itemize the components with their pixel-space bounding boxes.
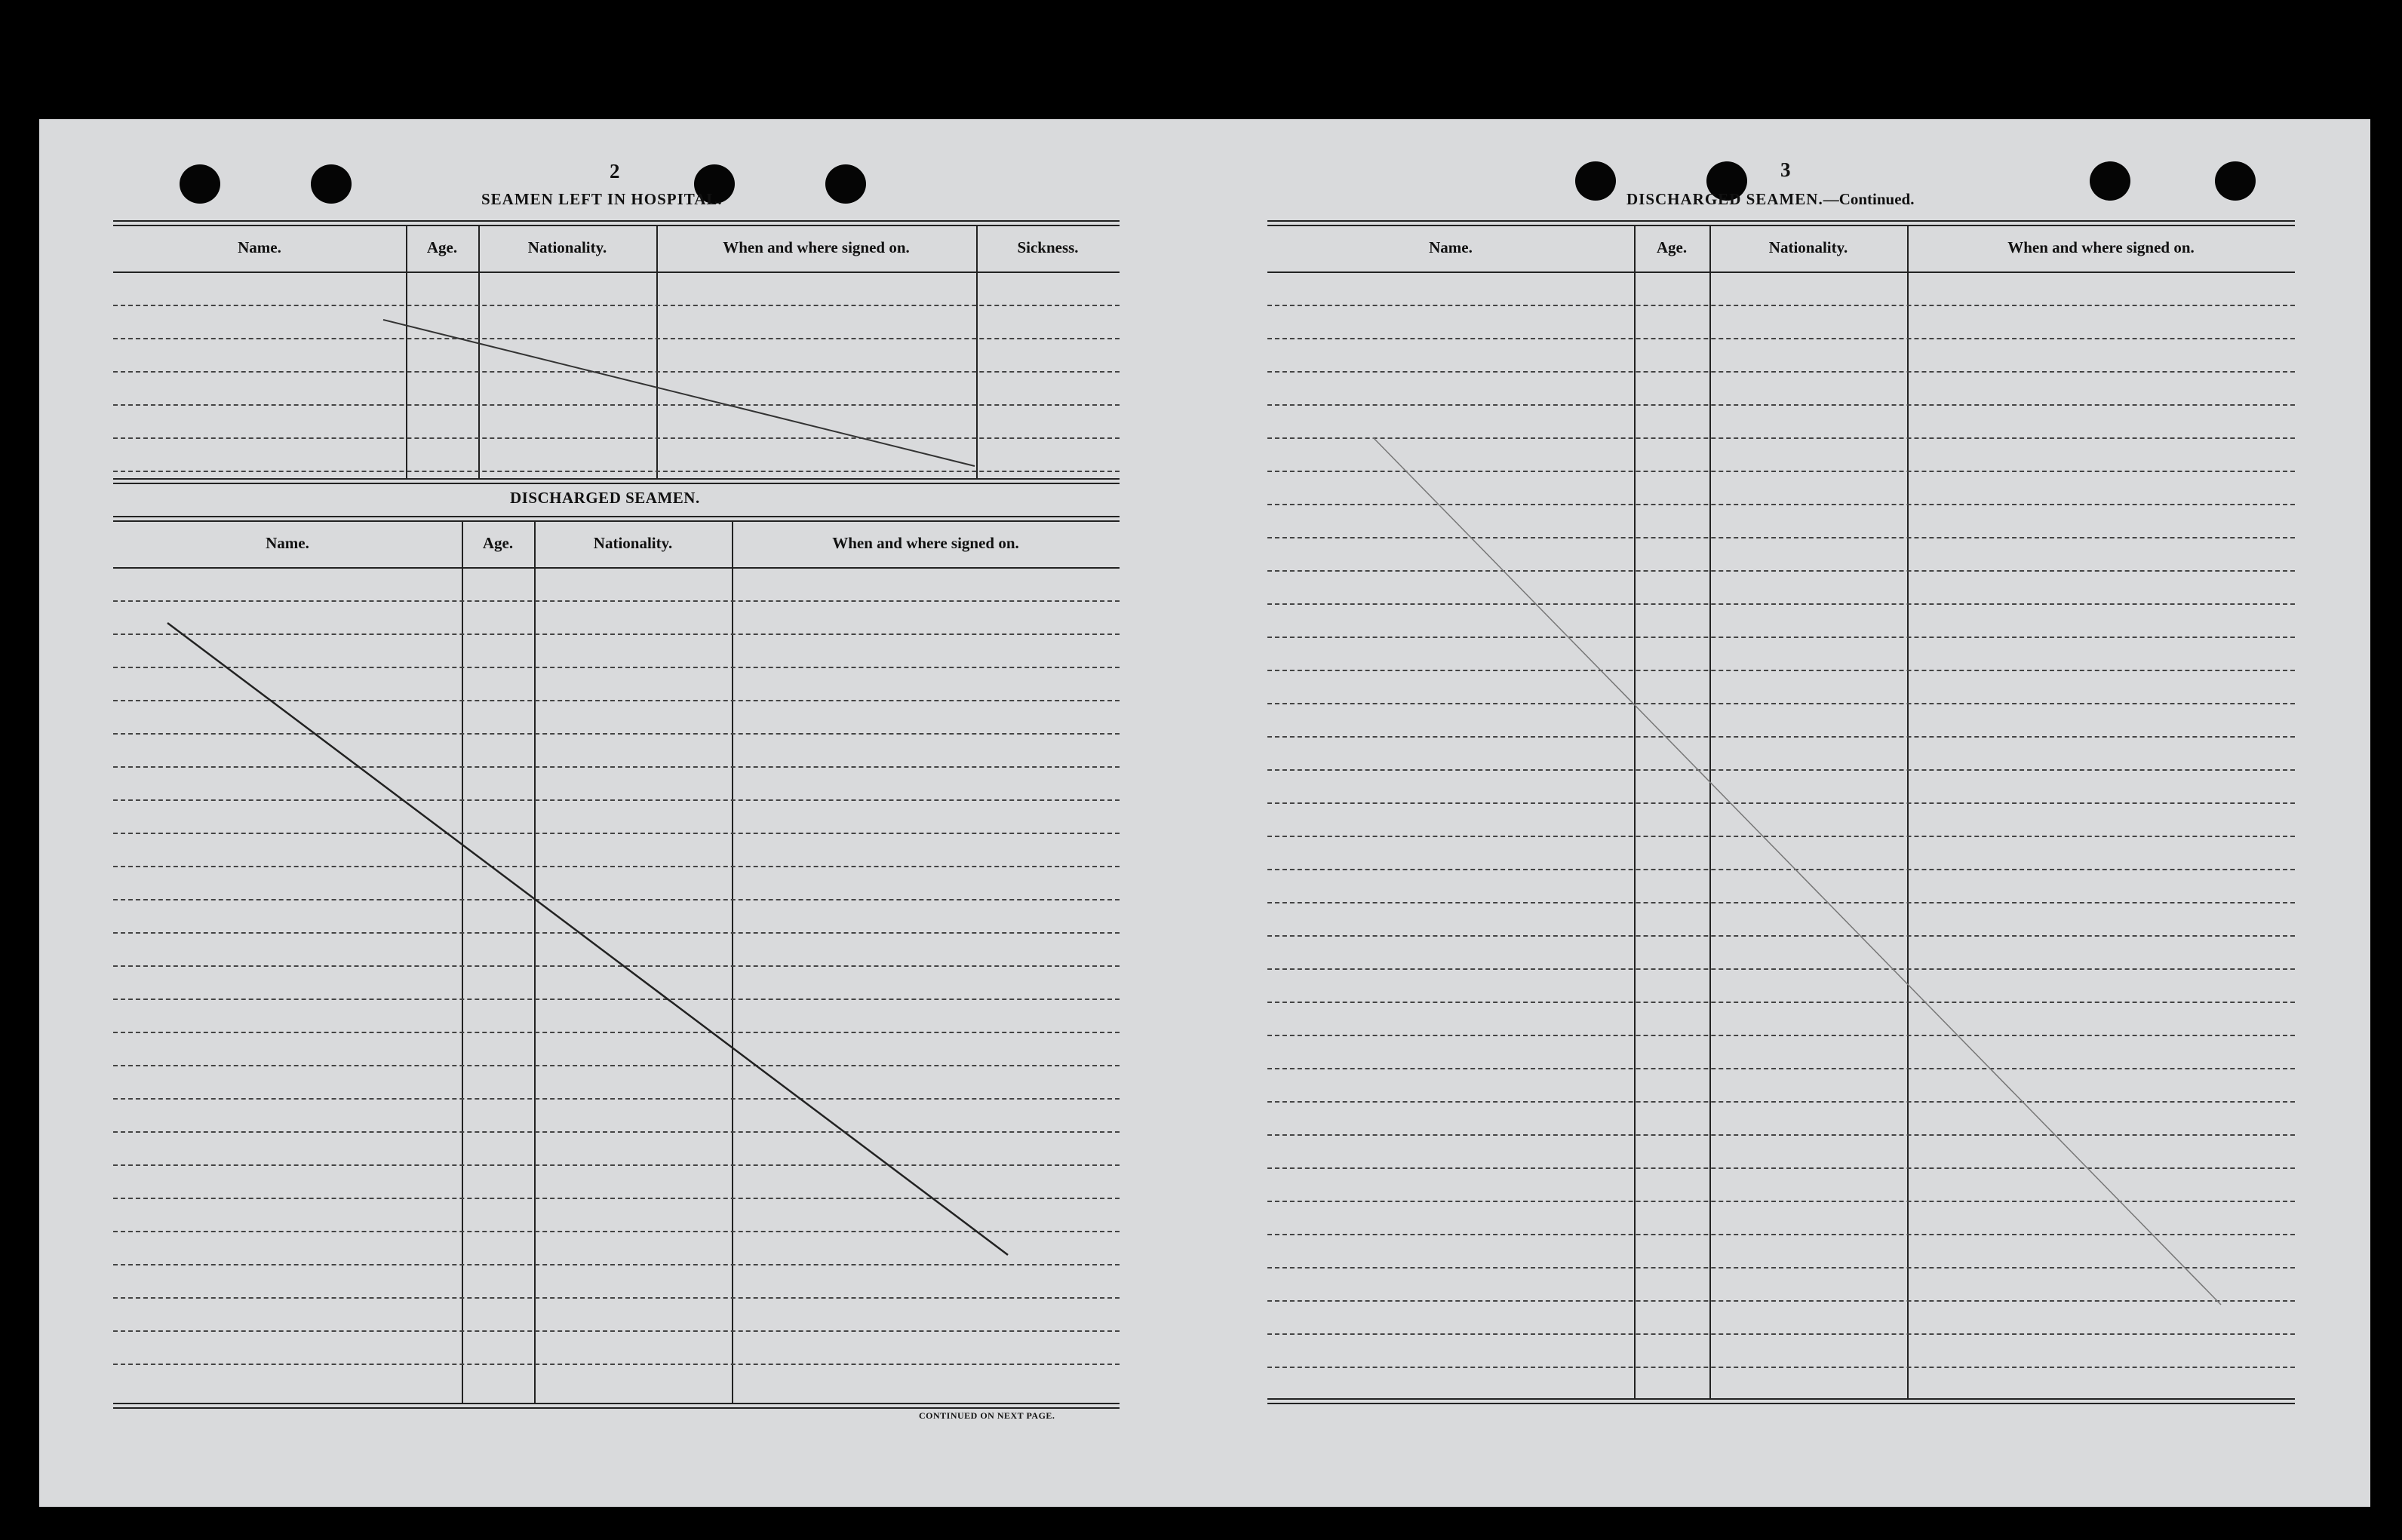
- form-sheet: [39, 119, 2370, 1507]
- hospital-table-bottom-rule: [113, 478, 1120, 480]
- table-row-line: [1267, 1035, 2295, 1036]
- right-col-divider: [1907, 225, 1909, 1398]
- hospital-section-title: SEAMEN LEFT IN HOSPITAL.: [481, 190, 723, 208]
- table-row-line: [1267, 935, 2295, 937]
- table-row-line: [113, 1032, 1120, 1033]
- table-row-line: [1267, 968, 2295, 970]
- discharged-col-name: Name.: [266, 534, 309, 552]
- discharged-table-bottom-rule: [113, 1403, 1120, 1404]
- right-col-signed-on: When and where signed on.: [2007, 238, 2195, 256]
- table-row-line: [1267, 338, 2295, 339]
- hospital-row-line: [113, 338, 1120, 339]
- hospital-col-divider: [656, 225, 658, 478]
- table-row-line: [1267, 537, 2295, 538]
- hospital-row-line: [113, 371, 1120, 373]
- table-row-line: [1267, 504, 2295, 505]
- punch-hole: [180, 164, 220, 204]
- table-row-line: [113, 600, 1120, 602]
- hospital-row-line: [113, 471, 1120, 472]
- discharged-table-bottom-rule: [113, 1407, 1120, 1409]
- table-row-line: [1267, 1101, 2295, 1103]
- punch-hole: [825, 164, 866, 204]
- table-row-line: [113, 799, 1120, 801]
- table-row-line: [1267, 471, 2295, 472]
- table-row-line: [113, 833, 1120, 834]
- discharged-col-divider: [732, 520, 733, 1403]
- table-row-line: [1267, 603, 2295, 605]
- hospital-row-line: [113, 305, 1120, 306]
- table-row-line: [1267, 1234, 2295, 1235]
- table-row-line: [113, 1198, 1120, 1199]
- right-col-name: Name.: [1429, 238, 1473, 256]
- right-section-title-suffix: —Continued.: [1823, 190, 1915, 208]
- right-table-top-rule: [1267, 225, 2295, 226]
- right-col-divider: [1634, 225, 1636, 1398]
- discharged-col-age: Age.: [482, 534, 514, 552]
- table-row-line: [1267, 1002, 2295, 1003]
- discharged-col-nationality: Nationality.: [593, 534, 673, 552]
- table-row-line: [1267, 869, 2295, 870]
- hospital-col-nationality: Nationality.: [527, 238, 607, 256]
- table-row-line: [113, 766, 1120, 768]
- table-row-line: [1267, 1068, 2295, 1069]
- table-row-line: [113, 965, 1120, 967]
- right-col-divider: [1709, 225, 1711, 1398]
- right-table-top-rule: [1267, 220, 2295, 222]
- hospital-col-age: Age.: [426, 238, 458, 256]
- table-row-line: [1267, 437, 2295, 439]
- hospital-table-top-rule: [113, 220, 1120, 222]
- right-col-nationality: Nationality.: [1768, 238, 1848, 256]
- table-row-line: [113, 1131, 1120, 1133]
- table-row-line: [1267, 305, 2295, 306]
- hospital-table-top-rule: [113, 225, 1120, 226]
- discharged-table-top-rule: [113, 520, 1120, 522]
- discharged-col-signed-on: When and where signed on.: [832, 534, 1019, 552]
- table-row-line: [1267, 670, 2295, 671]
- right-table-bottom-rule: [1267, 1403, 2295, 1404]
- table-row-line: [113, 667, 1120, 668]
- table-row-line: [113, 1297, 1120, 1299]
- page-number-right: 3: [1780, 158, 1791, 181]
- hospital-table-bottom-rule: [113, 483, 1120, 484]
- discharged-col-divider: [534, 520, 536, 1403]
- hospital-col-name: Name.: [238, 238, 281, 256]
- table-row-line: [113, 1164, 1120, 1166]
- hospital-col-sickness: Sickness.: [1017, 238, 1079, 256]
- hospital-row-line: [113, 437, 1120, 439]
- right-col-age: Age.: [1656, 238, 1688, 256]
- punch-hole: [2215, 161, 2256, 201]
- discharged-header-rule: [113, 567, 1120, 569]
- right-section-title: [1626, 190, 1914, 209]
- table-row-line: [113, 1098, 1120, 1100]
- table-row-line: [1267, 1367, 2295, 1368]
- table-row-line: [1267, 1333, 2295, 1335]
- table-row-line: [1267, 570, 2295, 572]
- table-row-line: [113, 733, 1120, 735]
- right-header-rule: [1267, 271, 2295, 273]
- table-row-line: [113, 899, 1120, 900]
- table-row-line: [113, 1364, 1120, 1365]
- table-row-line: [1267, 769, 2295, 771]
- table-row-line: [113, 633, 1120, 635]
- table-row-line: [1267, 703, 2295, 704]
- table-row-line: [113, 999, 1120, 1000]
- punch-hole: [311, 164, 352, 204]
- hospital-col-divider: [478, 225, 480, 478]
- right-table-bottom-rule: [1267, 1398, 2295, 1400]
- right-section-title-text: DISCHARGED SEAMEN.: [1626, 190, 1823, 208]
- table-row-line: [1267, 404, 2295, 406]
- table-row-line: [1267, 1267, 2295, 1269]
- punch-hole: [1575, 161, 1616, 201]
- table-row-line: [1267, 1167, 2295, 1169]
- hospital-col-divider: [406, 225, 407, 478]
- page-number-left: 2: [610, 160, 620, 183]
- discharged-table-top-rule: [113, 516, 1120, 517]
- discharged-section-title: DISCHARGED SEAMEN.: [510, 489, 700, 507]
- table-row-line: [1267, 902, 2295, 903]
- hospital-header-rule: [113, 271, 1120, 273]
- table-row-line: [1267, 1201, 2295, 1202]
- table-row-line: [1267, 1300, 2295, 1302]
- hospital-col-signed-on: When and where signed on.: [723, 238, 910, 256]
- table-row-line: [1267, 637, 2295, 638]
- table-row-line: [113, 1330, 1120, 1332]
- table-row-line: [113, 932, 1120, 934]
- table-row-line: [1267, 1134, 2295, 1136]
- table-row-line: [113, 1264, 1120, 1265]
- table-row-line: [113, 700, 1120, 701]
- table-row-line: [1267, 371, 2295, 373]
- hospital-row-line: [113, 404, 1120, 406]
- table-row-line: [1267, 736, 2295, 738]
- table-row-line: [1267, 836, 2295, 837]
- hospital-col-divider: [976, 225, 978, 478]
- continued-note: CONTINUED ON NEXT PAGE.: [919, 1410, 1055, 1421]
- table-row-line: [113, 1065, 1120, 1066]
- table-row-line: [113, 1231, 1120, 1232]
- discharged-col-divider: [462, 520, 463, 1403]
- table-row-line: [1267, 802, 2295, 804]
- punch-hole: [2090, 161, 2130, 201]
- table-row-line: [113, 866, 1120, 867]
